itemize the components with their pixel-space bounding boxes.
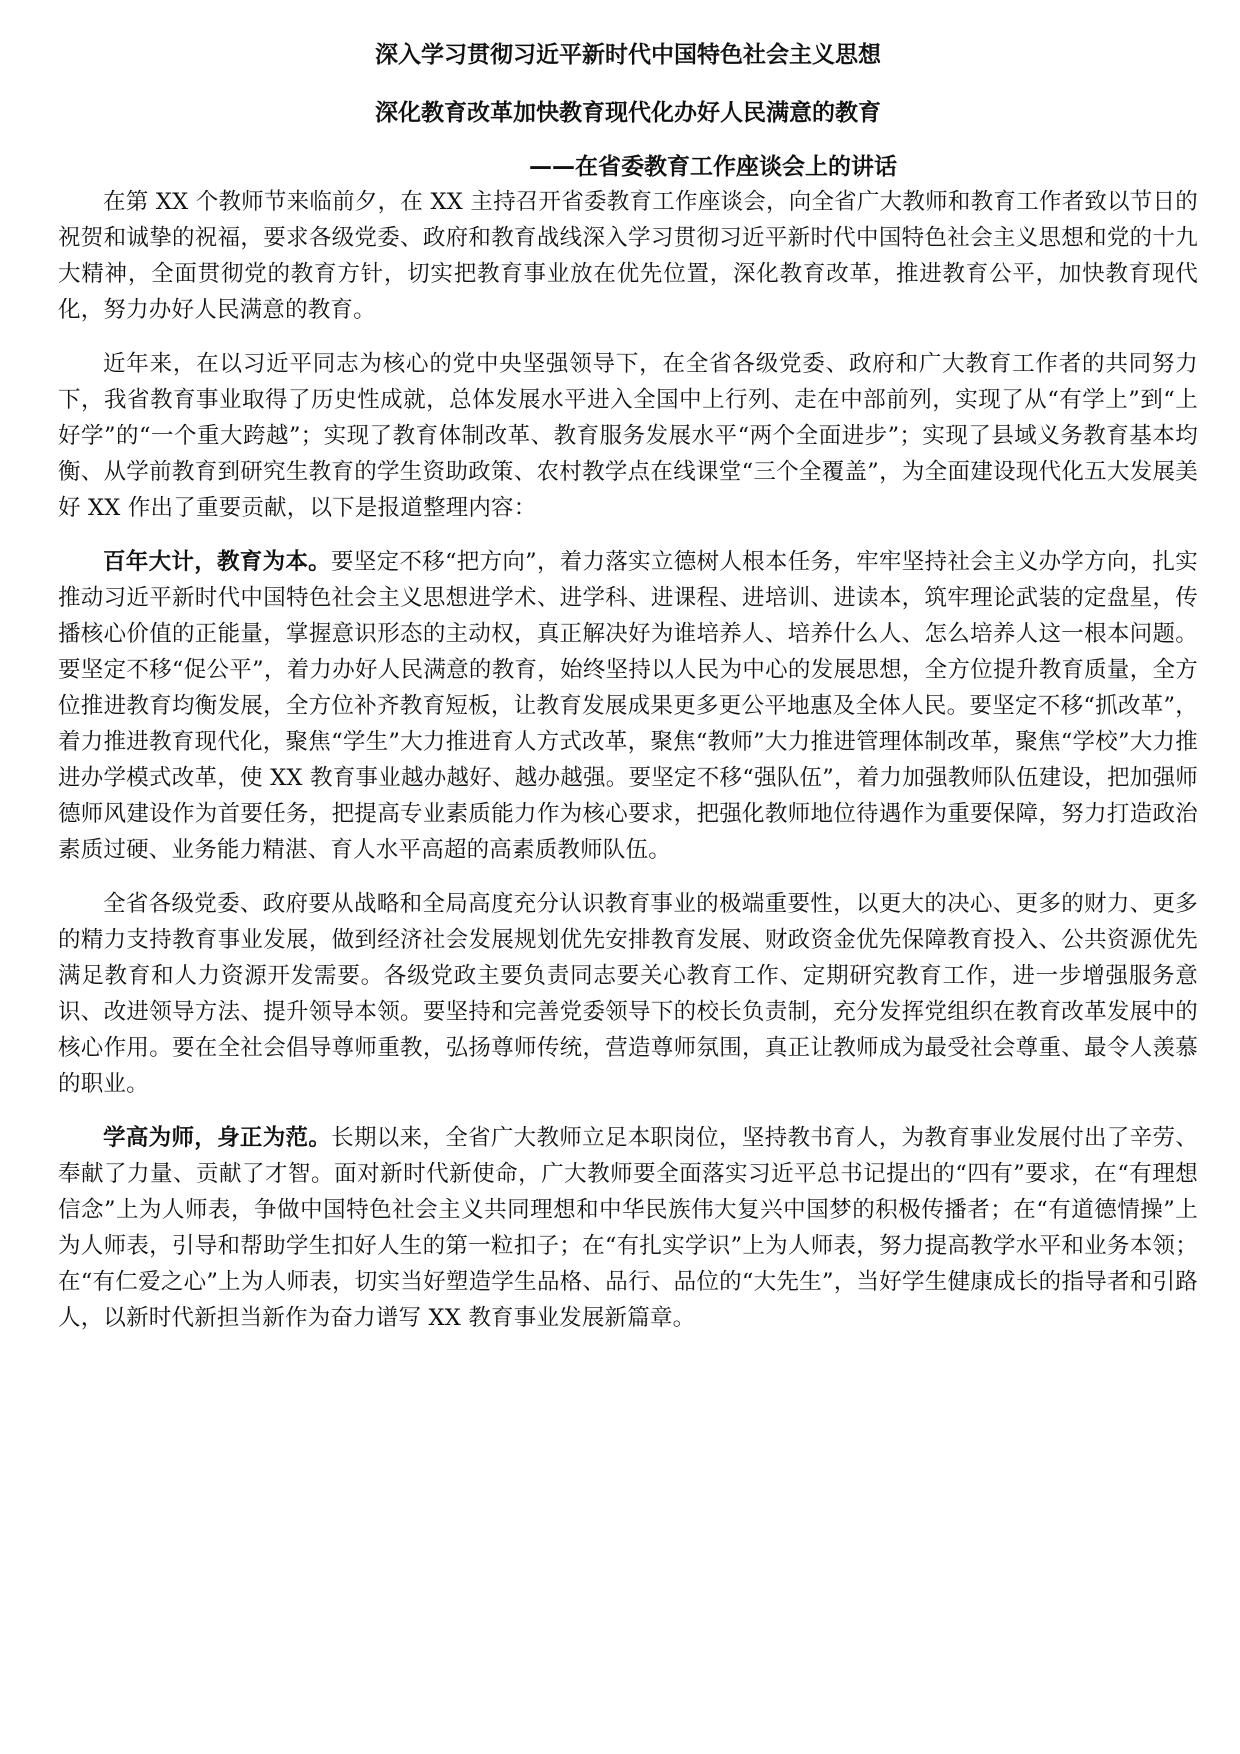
paragraph-4: [58, 886, 1198, 1102]
paragraph-1-text: 在第 XX 个教师节来临前夕，在 XX 主持召开省委教育工作座谈会，向全省广大教师和教育工作者致以节日的祝贺和诚挚的祝福，要求各级党委、政府和教育战线深入学习贯彻习近平新时代中国特色社会主义思想和党的十九大精神，全面贯彻党的教育方针，切实把教育事业放在优先位置，深化教育改革，推进教育公平，加快教育现代化，努力办好人民满意的教育。: [58, 189, 1198, 323]
document-title-line1: 深入学习贯彻习近平新时代中国特色社会主义思想: [375, 42, 881, 68]
paragraph-2: [58, 346, 1198, 526]
paragraph-5: [58, 1120, 1198, 1336]
paragraph-3-lead: 百年大计，教育为本。: [103, 549, 331, 575]
paragraph-1: [58, 184, 1198, 328]
paragraph-5-text: 长期以来，全省广大教师立足本职岗位，坚持教书育人，为教育事业发展付出了辛劳、奉献了力量、贡献了才智。面对新时代新使命，广大教师要全面落实习近平总书记提出的“四有”要求，在“有理想信念”上为人师表，争做中国特色社会主义共同理想和中华民族伟大复兴中国梦的积极传播者；在“有道德情操”上为人师表，引导和帮助学生扣好人生的第一粒扣子；在“有扎实学识”上为人师表，努力提高教学水平和业务本领；在“有仁爱之心”上为人师表，切实当好塑造学生品格、品行、品位的“大先生”，当好学生健康成长的指导者和引路人，以新时代新担当新作为奋力谱写 XX 教育事业发展新篇章。: [58, 1125, 1198, 1331]
paragraph-4-text: 全省各级党委、政府要从战略和全局高度充分认识教育事业的极端重要性，以更大的决心、更多的财力、更多的精力支持教育事业发展，做到经济社会发展规划优先安排教育发展、财政资金优先保障教育投入、公共资源优先满足教育和人力资源开发需要。各级党政主要负责同志要关心教育工作、定期研究教育工作，进一步增强服务意识、改进领导方法、提升领导本领。要坚持和完善党委领导下的校长负责制，充分发挥党组织在教育改革发展中的核心作用。要在全社会倡导尊师重教，弘扬尊师传统，营造尊师氛围，真正让教师成为最受社会尊重、最令人羡慕的职业。: [58, 891, 1198, 1097]
document-title-line2: 深化教育改革加快教育现代化办好人民满意的教育: [375, 100, 881, 126]
paragraph-2-text: 近年来，在以习近平同志为核心的党中央坚强领导下，在全省各级党委、政府和广大教育工作者的共同努力下，我省教育事业取得了历史性成就，总体发展水平进入全国中上行列、走在中部前列，实现了从“有学上”到“上好学”的“一个重大跨越”；实现了教育体制改革、教育服务发展水平“两个全面进步”；实现了县域义务教育基本均衡、从学前教育到研究生教育的学生资助政策、农村教学点在线课堂“三个全覆盖”，为全面建设现代化五大发展美好 XX 作出了重要贡献，以下是报道整理内容：: [58, 351, 1198, 521]
paragraph-3: [58, 544, 1198, 868]
paragraph-5-lead: 学高为师，身正为范。: [103, 1125, 332, 1151]
paragraph-3-text: 要坚定不移“把方向”，着力落实立德树人根本任务，牢牢坚持社会主义办学方向，扎实推动习近平新时代中国特色社会主义思想进学术、进学科、进课程、进培训、进读本，筑牢理论武装的定盘星，传播核心价值的正能量，掌握意识形态的主动权，真正解决好为谁培养人、培养什么人、怎么培养人这一根本问题。要坚定不移“促公平”，着力办好人民满意的教育，始终坚持以人民为中心的发展思想，全方位提升教育质量，全方位推进教育均衡发展，全方位补齐教育短板，让教育发展成果更多更公平地惠及全体人民。要坚定不移“抓改革”，着力推进教育现代化，聚焦“学生”大力推进育人方式改革，聚焦“教师”大力推进管理体制改革，聚焦“学校”大力推进办学模式改革，使 XX 教育事业越办越好、越办越强。要坚定不移“强队伍”，着力加强教师队伍建设，把加强师德师风建设作为首要任务，把提高专业素质能力作为核心要求，把强化教师地位待遇作为重要保障，努力打造政治素质过硬、业务能力精湛、育人水平高超的高素质教师队伍。: [58, 549, 1198, 863]
document-subtitle: ——在省委教育工作座谈会上的讲话: [529, 154, 897, 180]
